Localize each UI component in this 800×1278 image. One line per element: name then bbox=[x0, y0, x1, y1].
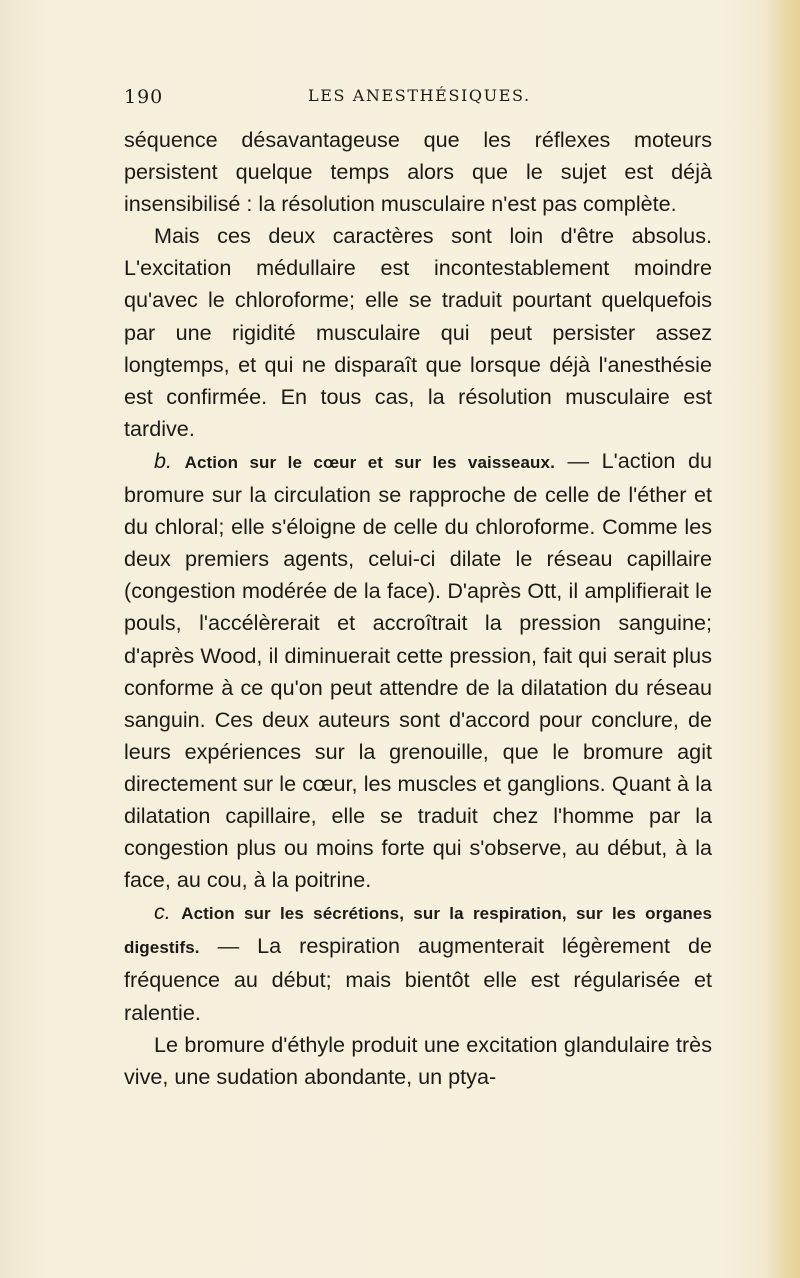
page-edge-shadow bbox=[766, 0, 800, 1278]
paragraph-1: séquence désavantageuse que les réflexes moteurs persistent quelque temps alors que le sujet est déjà insensibilisé : la résolution musculaire n'est pas complète. bbox=[124, 127, 712, 217]
section-b-paragraph bbox=[124, 445, 712, 896]
page-header bbox=[124, 86, 684, 110]
body-text bbox=[124, 124, 712, 1093]
section-b-text: — L'action du bromure sur la circulation se rapproche de celle de l'éther et du chloral; elle s'éloigne de celle du chloroforme. Comme les deux premiers agents, celui-ci dilate le réseau capillaire (congestion modérée de la face). D'après Ott, il amplifierait le pouls, l'accélèrerait et accroîtrait la pression sanguine; d'après Wood, il diminuerait cette pression, fait qui serait plus conforme à ce qu'on peut attendre de la dilatation du réseau sanguin. Ces deux auteurs sont d'accord pour conclure, de leurs expériences sur la grenouille, que le bromure agit directement sur le cœur, les muscles et ganglions. Quant à la dilatation capillaire, elle se traduit chez l'homme par la congestion plus ou moins forte qui s'observe, au début, à la face, au cou, à la poitrine. bbox=[124, 447, 712, 893]
paragraph-2: Mais ces deux caractères sont loin d'être absolus. L'excitation médullaire est incontestablement moindre qu'avec le chloroforme; elle se traduit pourtant quelquefois par une rigidité musculaire qui peut persister assez longtemps, et qui ne disparaît que lorsque déjà l'anesthésie est confirmée. En tous cas, la résolution musculaire est tardive. bbox=[124, 223, 712, 441]
section-b-heading: Action sur le cœur et sur les vaisseaux. bbox=[184, 452, 555, 472]
running-head: LES ANESTHÉSIQUES. bbox=[308, 86, 531, 105]
section-c-letter: c. bbox=[154, 899, 171, 925]
section-c-heading: Action sur les sécrétions, sur la respiration, sur les organes digestifs. bbox=[124, 904, 713, 958]
page-number: 190 bbox=[124, 86, 164, 108]
section-b-letter: b. bbox=[154, 447, 173, 473]
section-c-text: — La respiration augmenterait légèrement de fréquence au début; mais bientôt elle est régularisée et ralentie. bbox=[124, 933, 713, 1025]
section-c-paragraph bbox=[124, 896, 712, 1028]
paragraph-5: Le bromure d'éthyle produit une excitation glandulaire très vive, une sudation abondante, un ptya- bbox=[124, 1031, 712, 1089]
